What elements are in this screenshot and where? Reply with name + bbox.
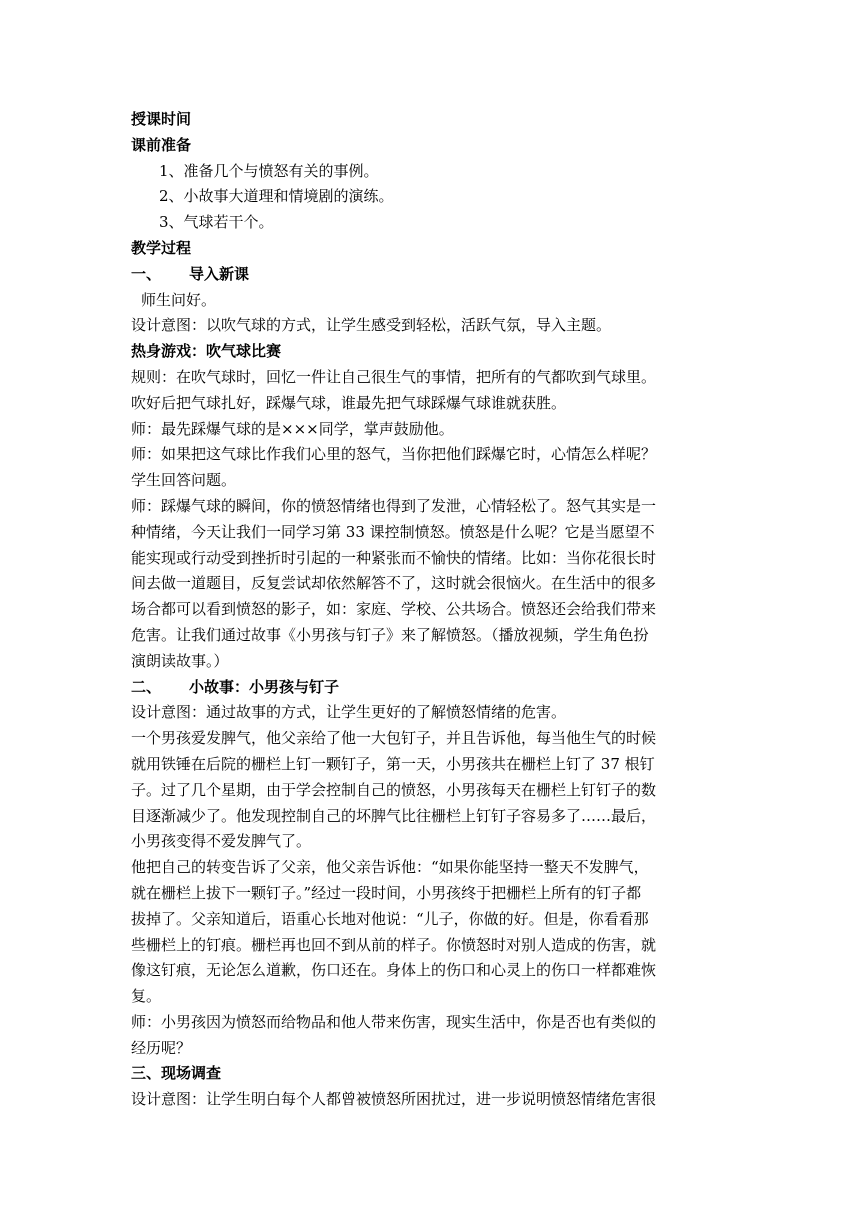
heading-warmup-game: 热身游戏：吹气球比赛	[131, 342, 282, 361]
teacher-paragraph-line: 间去做一道题目，反复尝试却依然解答不了，这时就会很恼火。在生活中的很多	[131, 574, 657, 593]
section-1-title: 导入新课	[189, 264, 250, 283]
teacher-line-2: 师：如果把这气球比作我们心里的怒气，当你把他们踩爆它时，心情怎么样呢？	[131, 445, 657, 464]
heading-teaching-process: 教学过程	[131, 238, 192, 257]
teacher-question-line: 经历呢？	[131, 1038, 192, 1057]
design-intent-3: 设计意图：让学生明白每个人都曾被愤怒所困扰过，进一步说明愤怒情绪危害很	[131, 1090, 657, 1109]
rule-line-1: 规则：在吹气球时，回忆一件让自己很生气的事情，把所有的气都吹到气球里。	[131, 367, 657, 386]
heading-class-time: 授课时间	[131, 110, 192, 128]
teacher-paragraph-line: 师：踩爆气球的瞬间，你的愤怒情绪也得到了发泄，心情轻松了。怒气其实是一	[131, 496, 657, 515]
student-answer: 学生回答问题。	[131, 471, 237, 490]
teacher-paragraph-line: 场合都可以看到愤怒的影子，如：家庭、学校、公共场合。愤怒还会给我们带来	[131, 600, 657, 619]
section-3-heading: 三、现场调查	[131, 1064, 222, 1083]
teacher-paragraph-line: 种情绪，今天让我们一同学习第 33 课控制愤怒。愤怒是什么呢？它是当愿望不	[131, 522, 655, 541]
story-line: 拔掉了。父亲知道后，语重心长地对他说：“儿子，你做的好。但是，你看看那	[131, 909, 649, 928]
prep-item-2: 2、小故事大道理和情境剧的演练。	[159, 187, 394, 206]
story-line: 像这钉痕，无论怎么道歉，伤口还在。身体上的伤口和心灵上的伤口一样都难恢	[131, 961, 657, 980]
story-line: 他把自己的转变告诉了父亲，他父亲告诉他：“如果你能坚持一整天不发脾气，	[131, 858, 649, 877]
section-1-heading	[131, 262, 731, 288]
story-line: 子。过了几个星期，由于学会控制自己的愤怒，小男孩每天在栅栏上钉钉子的数	[131, 780, 657, 799]
greeting-text: 师生问好。	[141, 290, 217, 309]
teacher-question-line: 师：小男孩因为愤怒而给物品和他人带来伤害，现实生活中，你是否也有类似的	[131, 1012, 657, 1031]
design-intent-1: 设计意图：以吹气球的方式，让学生感受到轻松，活跃气氛，导入主题。	[131, 316, 612, 335]
story-line: 目逐渐减少了。他发现控制自己的坏脾气比往栅栏上钉钉子容易多了……最后，	[131, 806, 657, 825]
heading-preparation: 课前准备	[131, 135, 192, 154]
prep-item-3: 3、气球若干个。	[159, 213, 274, 232]
teacher-paragraph-line: 演朗读故事。）	[131, 651, 229, 670]
story-line: 就用铁锤在后院的栅栏上钉一颗钉子，第一天，小男孩共在栅栏上钉了 37 根钉	[131, 754, 655, 773]
design-intent-2: 设计意图：通过故事的方式，让学生更好的了解愤怒情绪的危害。	[131, 703, 567, 722]
story-line: 些栅栏上的钉痕。栅栏再也回不到从前的样子。你愤怒时对别人造成的伤害，就	[131, 935, 657, 954]
story-line: 小男孩变得不爱发脾气了。	[131, 832, 312, 851]
story-line: 一个男孩爱发脾气，他父亲给了他一大包钉子，并且告诉他，每当他生气的时候	[131, 729, 657, 748]
section-2-title: 小故事：小男孩与钉子	[189, 677, 340, 696]
document-body	[131, 107, 731, 1113]
section-1-number: 一、	[131, 264, 162, 283]
teacher-paragraph-line: 能实现或行动受到挫折时引起的一种紧张而不愉快的情绪。比如：当你花很长时	[131, 548, 657, 567]
teacher-paragraph-line: 危害。让我们通过故事《小男孩与钉子》来了解愤怒。（播放视频，学生角色扮	[131, 625, 649, 644]
section-2-heading	[131, 675, 731, 701]
section-2-number: 二、	[131, 677, 162, 696]
teacher-line-1: 师：最先踩爆气球的是×××同学，掌声鼓励他。	[131, 419, 454, 438]
story-line: 复。	[131, 987, 162, 1006]
rule-line-2: 吹好后把气球扎好，踩爆气球，谁最先把气球踩爆气球谁就获胜。	[131, 393, 567, 412]
story-line: 就在栅栏上拔下一颗钉子。”经过一段时间，小男孩终于把栅栏上所有的钉子都	[131, 883, 642, 902]
prep-item-1: 1、准备几个与愤怒有关的事例。	[159, 161, 379, 180]
